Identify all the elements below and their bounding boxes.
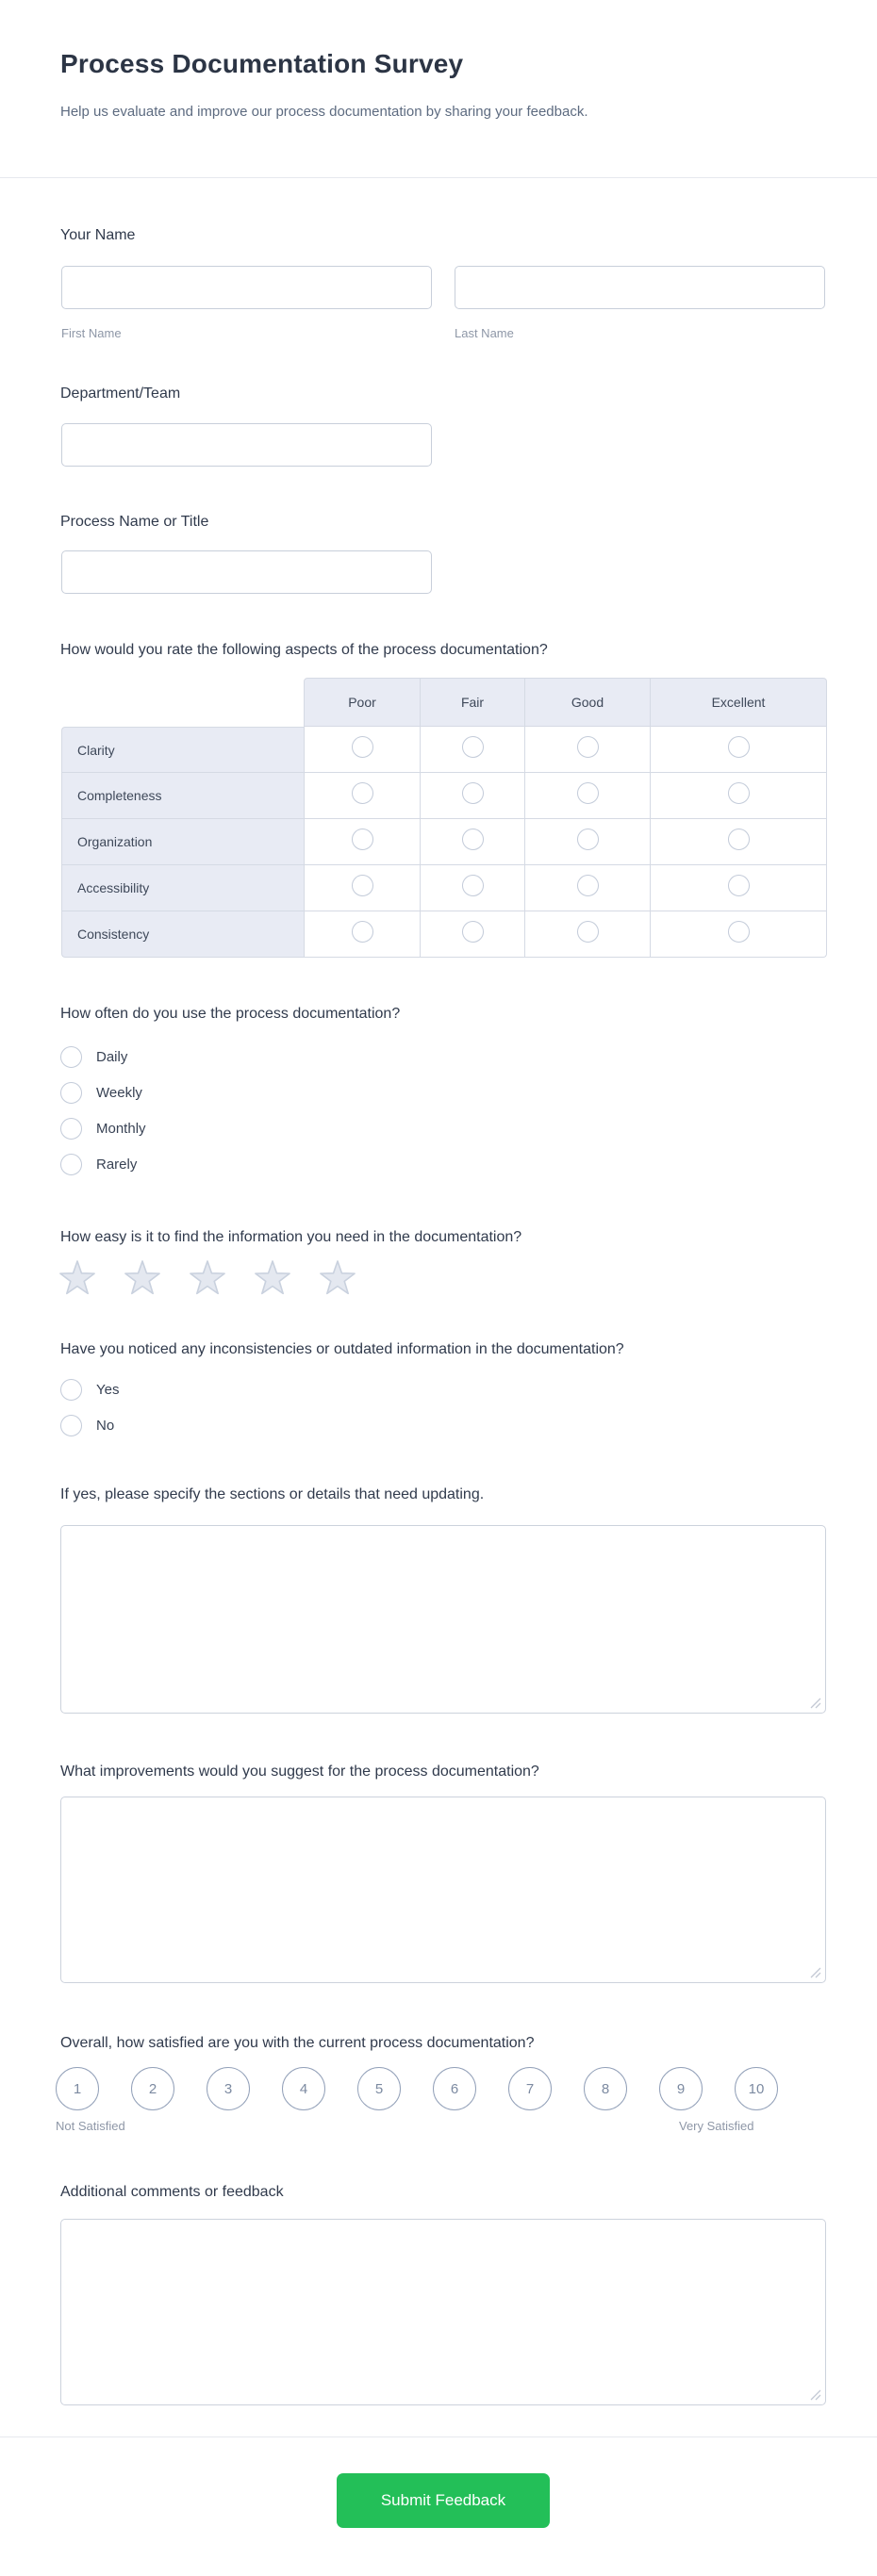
satisfaction-question-label: Overall, how satisfied are you with the current process documentation?: [60, 2035, 535, 2051]
scale-left-sublabel: Not Satisfied: [56, 2119, 125, 2133]
last-name-sublabel: Last Name: [455, 326, 514, 340]
matrix-radio-organization-excellent[interactable]: [728, 829, 750, 850]
department-input[interactable]: [61, 423, 432, 467]
matrix-col-header-poor: Poor: [304, 678, 421, 727]
radio-weekly[interactable]: [60, 1082, 82, 1104]
frequency-option-weekly[interactable]: [60, 1080, 142, 1105]
improvements-question-label: What improvements would you suggest for the process documentation?: [60, 1764, 539, 1780]
frequency-option-rarely[interactable]: [60, 1152, 137, 1176]
frequency-question-label: How often do you use the process documentation?: [60, 1006, 401, 1022]
matrix-radio-accessibility-fair[interactable]: [462, 875, 484, 896]
header-divider: [0, 177, 877, 178]
matrix-col-header-excellent: Excellent: [651, 678, 827, 727]
matrix-radio-accessibility-excellent[interactable]: [728, 875, 750, 896]
scale-option-4[interactable]: 4: [282, 2067, 325, 2110]
matrix-row-clarity: [61, 727, 827, 773]
comments-question-label: Additional comments or feedback: [60, 2184, 284, 2200]
scale-option-8[interactable]: 8: [584, 2067, 627, 2110]
specify-textarea[interactable]: [61, 1526, 825, 1713]
scale-right-sublabel: Very Satisfied: [679, 2119, 754, 2133]
matrix-radio-completeness-excellent[interactable]: [728, 782, 750, 804]
scale-option-2[interactable]: 2: [131, 2067, 174, 2110]
scale-option-5[interactable]: 5: [357, 2067, 401, 2110]
matrix-radio-organization-good[interactable]: [577, 829, 599, 850]
matrix-radio-consistency-poor[interactable]: [352, 921, 373, 943]
radio-yes[interactable]: [60, 1379, 82, 1401]
comments-textarea[interactable]: [61, 2220, 825, 2404]
matrix-header-row: [61, 678, 827, 727]
matrix-radio-accessibility-good[interactable]: [577, 875, 599, 896]
matrix-row-label: Organization: [61, 819, 304, 865]
option-label: Rarely: [96, 1156, 138, 1173]
matrix-radio-clarity-excellent[interactable]: [728, 736, 750, 758]
page-title: Process Documentation Survey: [60, 49, 464, 78]
matrix-radio-consistency-fair[interactable]: [462, 921, 484, 943]
ease-question-label: How easy is it to find the information you need in the documentation?: [60, 1229, 522, 1245]
scale-option-6[interactable]: 6: [433, 2067, 476, 2110]
scale-option-9[interactable]: 9: [659, 2067, 703, 2110]
scale-option-7[interactable]: 7: [508, 2067, 552, 2110]
inconsistencies-question-label: Have you noticed any inconsistencies or outdated information in the documentation?: [60, 1341, 624, 1357]
rating-matrix-table: [61, 678, 827, 958]
option-label: Daily: [96, 1048, 128, 1065]
option-label: Yes: [96, 1381, 120, 1398]
radio-daily[interactable]: [60, 1046, 82, 1068]
inconsistencies-option-yes[interactable]: [60, 1377, 119, 1402]
radio-rarely[interactable]: [60, 1154, 82, 1175]
process-name-input[interactable]: [61, 550, 432, 594]
star-rating-group: [58, 1260, 356, 1296]
process-name-label: Process Name or Title: [60, 514, 209, 530]
matrix-radio-clarity-good[interactable]: [577, 736, 599, 758]
matrix-row-organization: [61, 819, 827, 865]
matrix-question-label: How would you rate the following aspects of the process documentation?: [60, 642, 548, 658]
your-name-label: Your Name: [60, 227, 136, 243]
matrix-row-accessibility: [61, 865, 827, 911]
matrix-col-header-good: Good: [525, 678, 651, 727]
frequency-option-monthly[interactable]: [60, 1116, 146, 1140]
star-icon[interactable]: [254, 1260, 291, 1296]
matrix-row-label: Accessibility: [61, 865, 304, 911]
matrix-radio-completeness-poor[interactable]: [352, 782, 373, 804]
scale-option-10[interactable]: 10: [735, 2067, 778, 2110]
matrix-radio-consistency-good[interactable]: [577, 921, 599, 943]
star-icon[interactable]: [189, 1260, 226, 1296]
radio-no[interactable]: [60, 1415, 82, 1436]
matrix-row-label: Clarity: [61, 727, 304, 773]
option-label: Monthly: [96, 1120, 146, 1137]
option-label: Weekly: [96, 1084, 142, 1101]
scale-option-3[interactable]: 3: [207, 2067, 250, 2110]
scale-option-1[interactable]: 1: [56, 2067, 99, 2110]
submit-feedback-button[interactable]: Submit Feedback: [337, 2473, 550, 2528]
improvements-textarea-wrap: [60, 1797, 826, 1983]
department-label: Department/Team: [60, 386, 181, 402]
matrix-row-completeness: [61, 773, 827, 819]
matrix-radio-clarity-poor[interactable]: [352, 736, 373, 758]
matrix-row-consistency: [61, 911, 827, 958]
matrix-radio-completeness-fair[interactable]: [462, 782, 484, 804]
matrix-radio-clarity-fair[interactable]: [462, 736, 484, 758]
matrix-radio-organization-poor[interactable]: [352, 829, 373, 850]
matrix-radio-accessibility-poor[interactable]: [352, 875, 373, 896]
satisfaction-scale-group: [56, 2067, 778, 2110]
matrix-corner-cell: [61, 678, 304, 727]
inconsistencies-option-no[interactable]: [60, 1413, 114, 1437]
matrix-col-header-fair: Fair: [421, 678, 525, 727]
star-icon[interactable]: [58, 1260, 96, 1296]
matrix-row-label: Completeness: [61, 773, 304, 819]
star-icon[interactable]: [319, 1260, 356, 1296]
specify-textarea-wrap: [60, 1525, 826, 1714]
matrix-radio-completeness-good[interactable]: [577, 782, 599, 804]
star-icon[interactable]: [124, 1260, 161, 1296]
radio-monthly[interactable]: [60, 1118, 82, 1140]
improvements-textarea[interactable]: [61, 1797, 825, 1982]
comments-textarea-wrap: [60, 2219, 826, 2405]
matrix-row-label: Consistency: [61, 911, 304, 958]
frequency-option-daily[interactable]: [60, 1044, 127, 1069]
matrix-radio-consistency-excellent[interactable]: [728, 921, 750, 943]
specify-question-label: If yes, please specify the sections or details that need updating.: [60, 1486, 485, 1502]
first-name-input[interactable]: [61, 266, 432, 309]
matrix-radio-organization-fair[interactable]: [462, 829, 484, 850]
option-label: No: [96, 1417, 115, 1434]
page-subtitle: Help us evaluate and improve our process documentation by sharing your feedback.: [60, 104, 588, 120]
first-name-sublabel: First Name: [61, 326, 122, 340]
last-name-input[interactable]: [455, 266, 825, 309]
